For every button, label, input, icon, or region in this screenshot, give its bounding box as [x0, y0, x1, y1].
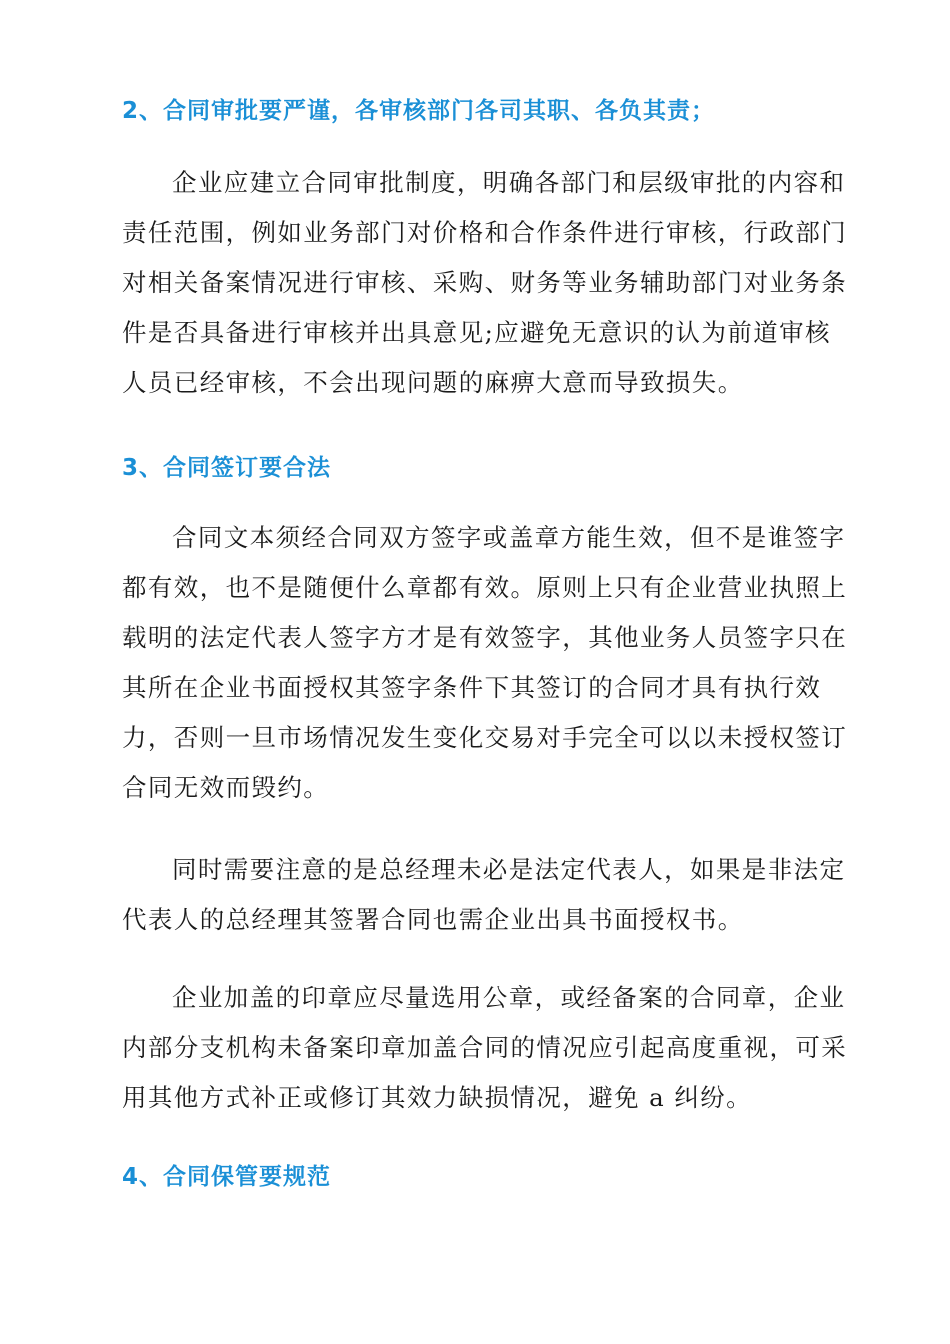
text-line: 企业加盖的印章应尽量选用公章，或经备案的合同章，企业 — [172, 983, 846, 1012]
text-line: 其所在企业书面授权其签字条件下其签订的合同才具有执行效 — [122, 673, 822, 702]
text-line: 合同文本须经合同双方签字或盖章方能生效，但不是谁签字 — [172, 523, 846, 552]
text-line: 代表人的总经理其签署合同也需企业出具书面授权书。 — [122, 905, 744, 934]
section-3-paragraph-2 — [122, 845, 846, 945]
text-line: 同时需要注意的是总经理未必是法定代表人，如果是非法定 — [172, 855, 846, 884]
text-line: 对相关备案情况进行审核、采购、财务等业务辅助部门对业务条 — [122, 268, 848, 297]
section-2-paragraph-1 — [122, 158, 848, 408]
text-line: 责任范围，例如业务部门对价格和合作条件进行审核，行政部门 — [122, 218, 848, 247]
text-line: 企业应建立合同审批制度，明确各部门和层级审批的内容和 — [172, 168, 846, 197]
text-line: 都有效，也不是随便什么章都有效。原则上只有企业营业执照上 — [122, 573, 848, 602]
text-line: 内部分支机构未备案印章加盖合同的情况应引起高度重视，可采 — [122, 1033, 848, 1062]
section-3-paragraph-3 — [122, 973, 848, 1123]
section-4-heading: 4、合同保管要规范 — [122, 1164, 332, 1190]
text-line: 人员已经审核，不会出现问题的麻痹大意而导致损失。 — [122, 368, 744, 397]
section-3-paragraph-1 — [122, 513, 848, 813]
section-2-heading: 2、合同审批要严谨，各审核部门各司其职、各负其责； — [122, 98, 716, 124]
section-3-heading: 3、合同签订要合法 — [122, 455, 332, 481]
text-line: 件是否具备进行审核并出具意见;应避免无意识的认为前道审核 — [122, 318, 831, 347]
text-line: 合同无效而毁约。 — [122, 773, 330, 802]
text-line: 载明的法定代表人签字方才是有效签字，其他业务人员签字只在 — [122, 623, 848, 652]
text-line: 用其他方式补正或修订其效力缺损情况，避免 a 纠纷。 — [122, 1083, 753, 1112]
text-line: 力，否则一旦市场情况发生变化交易对手完全可以以未授权签订 — [122, 723, 848, 752]
